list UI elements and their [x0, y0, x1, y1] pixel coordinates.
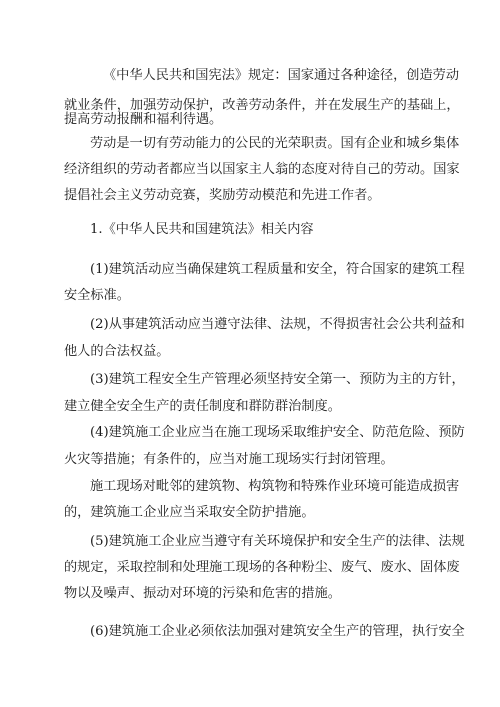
- text-line-content: 物以及噪声、振动对环境的污染和危害的措施。: [64, 586, 341, 601]
- text-line: [0, 285, 500, 307]
- text-line: [0, 621, 500, 643]
- text-line: [0, 476, 500, 498]
- text-line-content: 施工现场对毗邻的建筑物、构筑物和特殊作业环境可能造成损害: [90, 479, 460, 494]
- text-line-content: 的规定，采取控制和处理施工现场的各种粉尘、废气、废水、固体废: [64, 560, 460, 575]
- text-line: [0, 422, 500, 444]
- text-line-content: 经济组织的劳动者都应当以国家主人翁的态度对待自己的劳动。国家: [64, 162, 460, 177]
- text-line: [0, 314, 500, 336]
- text-line: [0, 185, 500, 207]
- text-line: [0, 159, 500, 181]
- text-line-content: 提高劳动报酬和福利待遇。: [64, 112, 223, 127]
- text-line-content: (1)建筑活动应当确保建筑工程质量和安全，符合国家的建筑工程: [90, 262, 465, 277]
- text-line-content: 提倡社会主义劳动竞赛，奖励劳动模范和先进工作者。: [64, 188, 381, 203]
- text-line-content: (4)建筑施工企业应当在施工现场采取维护安全、防范危险、预防: [90, 425, 465, 440]
- text-line: [0, 133, 500, 155]
- text-line-content: (6)建筑施工企业必须依法加强对建筑安全生产的管理，执行安全: [90, 624, 465, 639]
- text-line-content: 1.《中华人民共和国建筑法》相关内容: [90, 222, 314, 237]
- text-line-content: 的，建筑施工企业应当采取安全防护措施。: [64, 505, 315, 520]
- text-line: [0, 369, 500, 391]
- text-line: [0, 557, 500, 579]
- text-line-content: 就业条件，加强劳动保护，改善劳动条件，并在发展生产的基础上，: [64, 98, 460, 113]
- text-line: [0, 502, 500, 524]
- text-line-content: 火灾等措施；有条件的，应当对施工现场实行封闭管理。: [64, 452, 394, 467]
- text-line: [0, 109, 500, 131]
- text-line: [0, 259, 500, 281]
- text-line: [0, 396, 500, 418]
- text-line: [0, 583, 500, 605]
- text-line-content: (5)建筑施工企业应当遵守有关环境保护和安全生产的法律、法规: [90, 534, 465, 549]
- section-heading: [0, 219, 500, 241]
- text-line-content: 安全标准。: [64, 288, 130, 303]
- text-line-content: (3)建筑工程安全生产管理必须坚持安全第一、预防为主的方针，: [90, 372, 465, 387]
- text-line: [0, 531, 500, 553]
- text-line: [0, 341, 500, 363]
- text-line-content: (2)从事建筑活动应当遵守法律、法规，不得损害社会公共利益和: [90, 317, 465, 332]
- text-line-content: 他人的合法权益。: [64, 344, 170, 359]
- text-line-content: 《中华人民共和国宪法》规定：国家通过各种途径，创造劳动: [103, 68, 460, 83]
- text-line-content: 劳动是一切有劳动能力的公民的光荣职责。国有企业和城乡集体: [90, 136, 460, 151]
- text-line: [0, 65, 500, 87]
- text-line: [0, 449, 500, 471]
- text-line-content: 建立健全安全生产的责任制度和群防群治制度。: [64, 399, 341, 414]
